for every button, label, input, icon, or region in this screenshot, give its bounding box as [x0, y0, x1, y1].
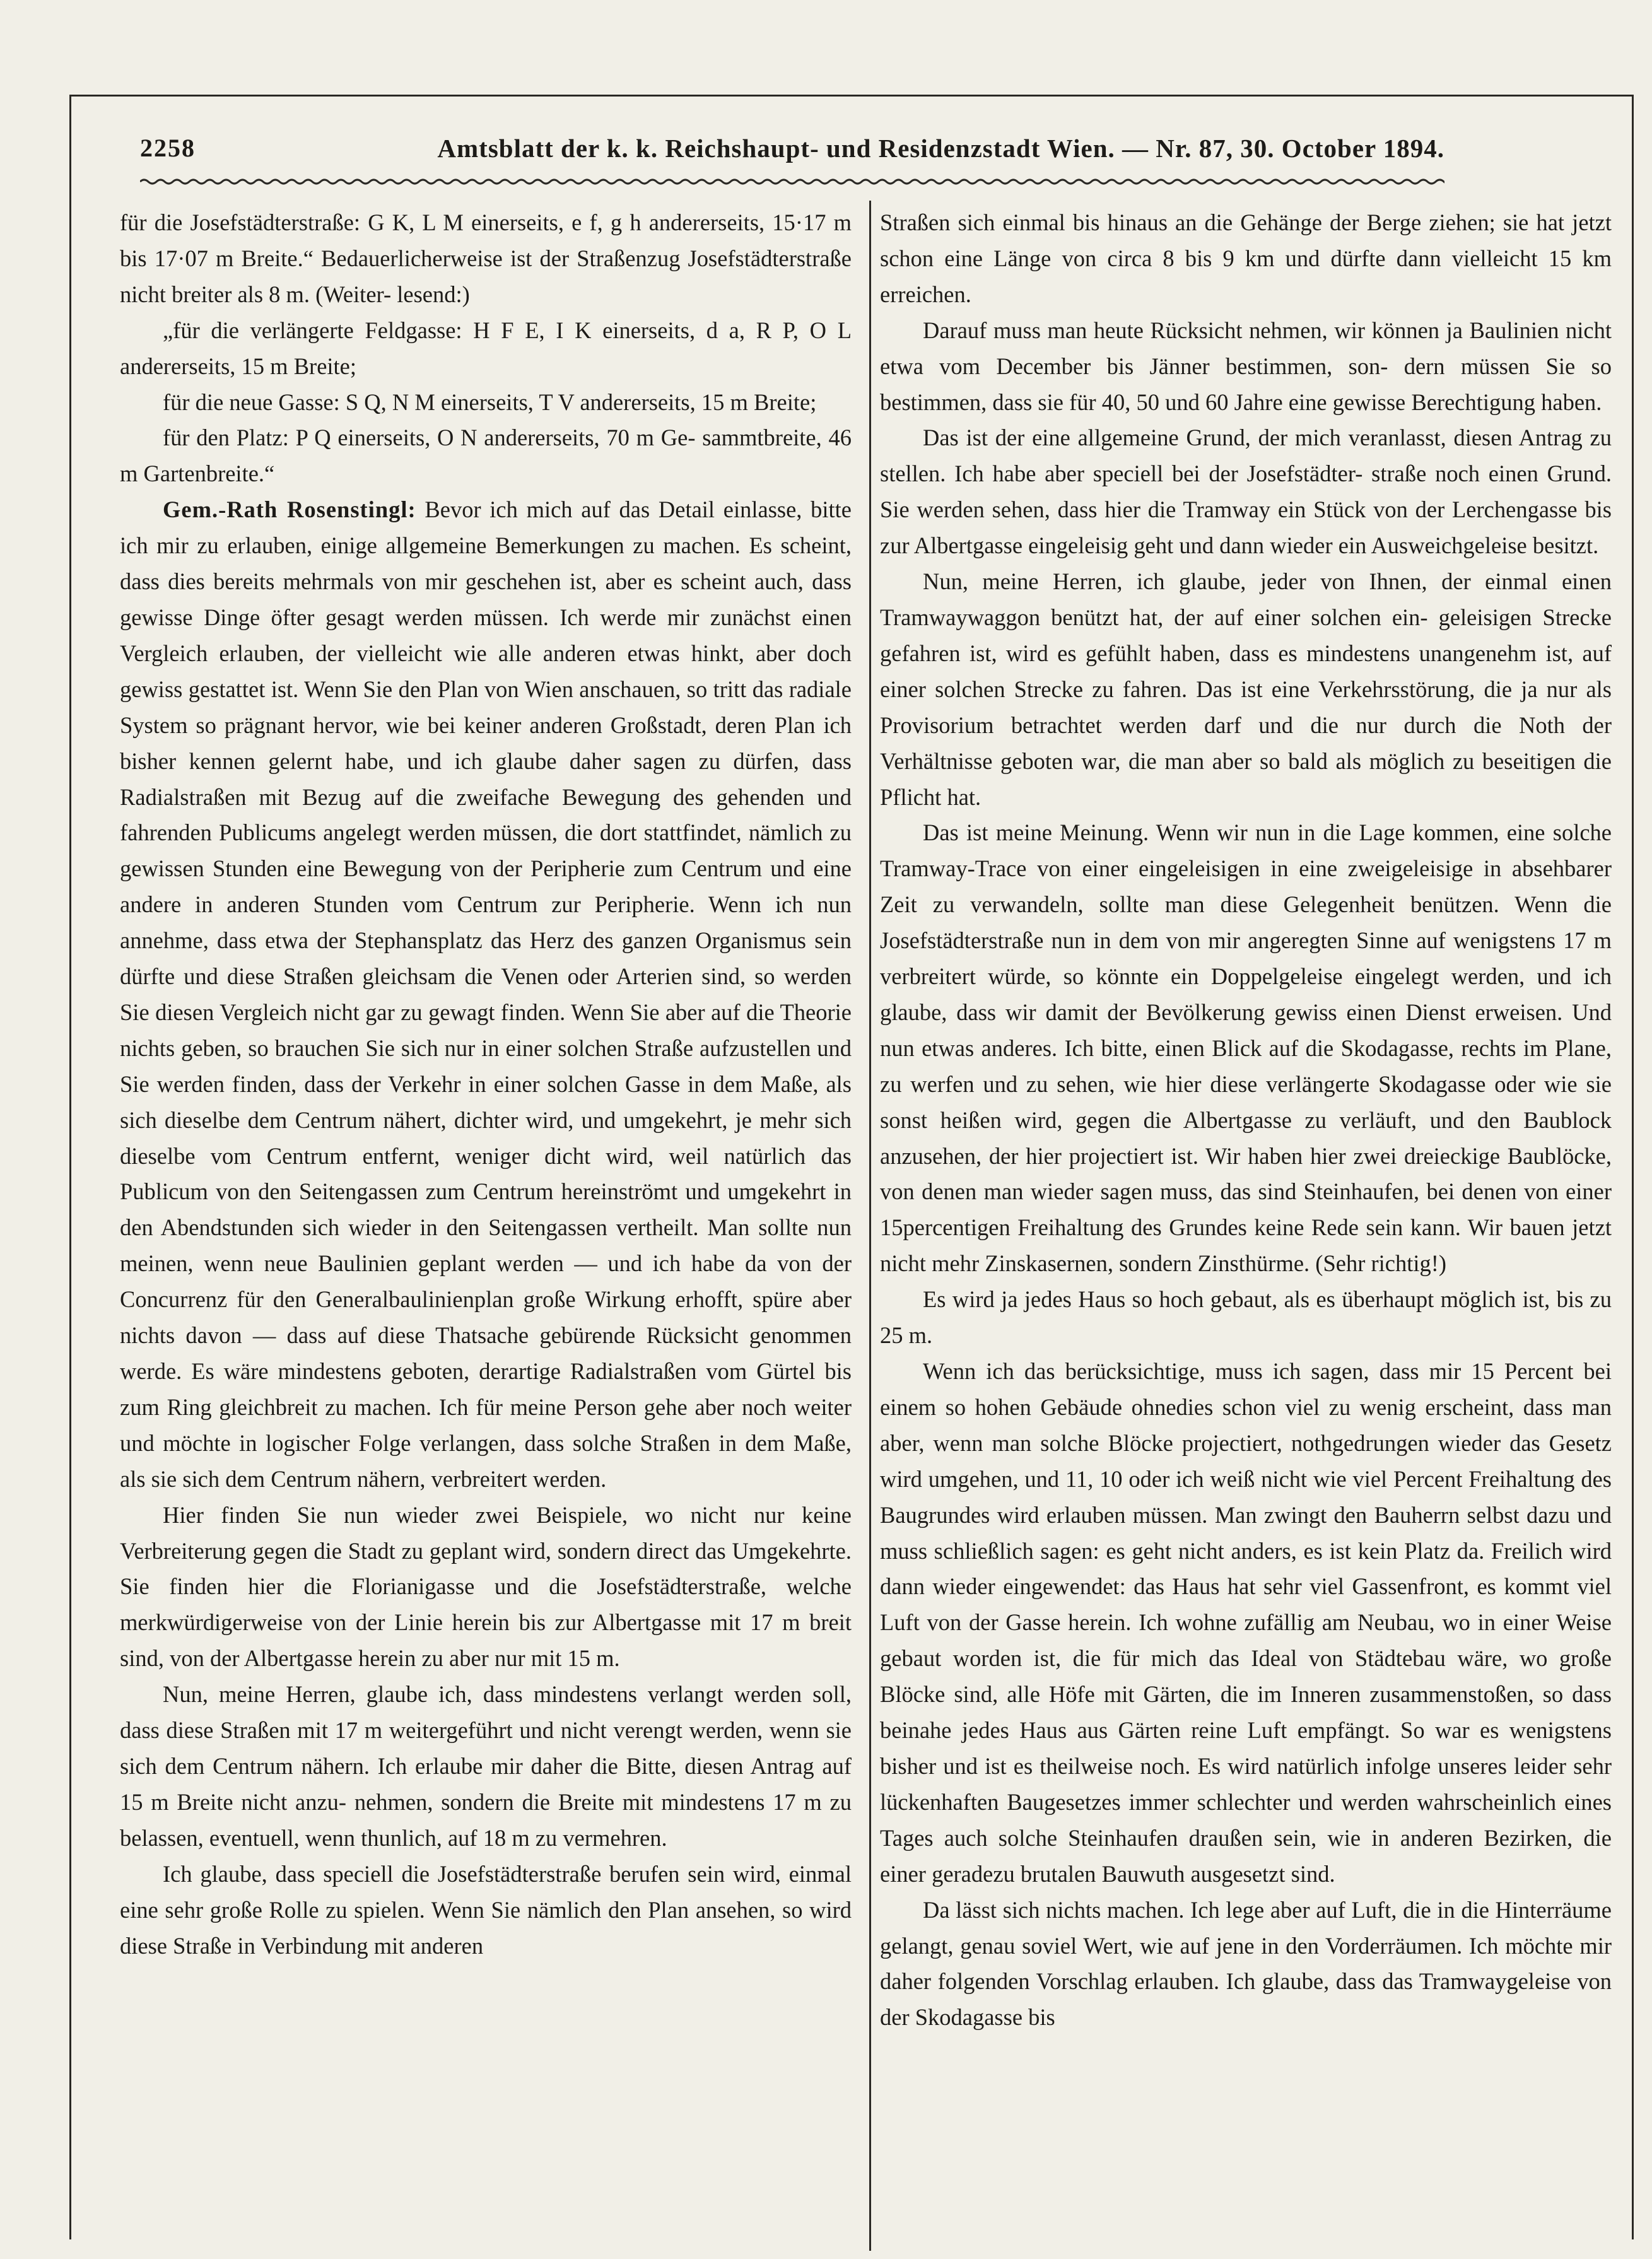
running-title: Amtsblatt der k. k. Reichshaupt- und Residenzstadt Wien. — Nr. 87, 30. October 1894. [437, 134, 1444, 163]
paragraph-platz-spec: für den Platz: P Q einerseits, O N andererseits, 70 m Ge- sammtbreite, 46 m Gartenbreite.“ [120, 425, 852, 487]
paragraph-luft: Da lässt sich nichts machen. Ich lege aber auf Luft, die in die Hinterräume gelangt, genau soviel Wert, wie auf jene in den Vorderräumen. Ich möchte mir daher folgenden Vorschlag erlauben. Ich glaube, dass das Tramwaygeleise von der Skodagasse bis [880, 1896, 1612, 2031]
speech-text: Bevor ich mich auf das Detail einlasse, bitte ich mir zu erlauben, einige allgemeine Bemerkungen zu machen. Es scheint, dass dies bereits mehrmals von mir geschehen ist, aber es scheint auch, dass gewisse Dinge öfter gesagt werden müssen. Ich werde mir zunächst einen Vergleich erlauben, der vielleicht wie alle anderen etwas hinkt, aber doch gewiss gestattet ist. Wenn Sie den Plan von Wien anschauen, so tritt das radiale System so prägnant hervor, wie bei keiner anderen Großstadt, deren Plan ich bisher kennen gelernt habe, und ich glaube daher sagen zu dürfen, dass Radialstraßen mit Bezug auf die zweifache Bewegung des gehenden und fahrenden Publicums angelegt werden müssen, die dort stattfindet, nämlich zu gewissen Stunden eine Bewegung von der Peripherie zum Centrum und eine andere in anderen Stunden vom Centrum zur Peripherie. Wenn ich nun annehme, dass etwa der Stephansplatz das Herz des ganzen Organismus sein dürfte und diese Straßen gleichsam die Venen oder Arterien sind, so werden Sie diesen Vergleich nicht gar zu gewagt finden. Wenn Sie aber auf die Theorie nichts geben, so brauchen Sie sich nur in einer solchen Straße aufzustellen und Sie werden finden, dass der Verkehr in einer solchen Gasse in dem Maße, als sich dieselbe dem Centrum nähert, dichter wird, und umgekehrt, je mehr sich dieselbe vom Centrum entfernt, weniger dicht wird, weil natürlich das Publicum von den Seitengassen zum Centrum hereinströmt und umgekehrt in den Abendstunden sich wieder in den Seitengassen vertheilt. Man sollte nun meinen, wenn neue Baulinien geplant werden — und ich habe da von der Concurrenz für den Generalbaulinienplan große Wirkung erhofft, spüre aber nichts davon — dass auf diese Thatsache gebürende Rücksicht genommen werde. Es wäre mindestens geboten, derartige Radialstraßen vom Gürtel bis zum Ring gleichbreit zu machen. Ich für meine Person gehe aber noch weiter und möchte in logischer Folge verlangen, dass solche Straßen in dem Maße, als sie sich dem Centrum nähern, verbreitert werden. [120, 496, 852, 1492]
paragraph-meinung: Das ist meine Meinung. Wenn wir nun in die Lage kommen, eine solche Tramway-Trace von einer eingeleisigen in eine zweigeleisige in absehbarer Zeit zu verwandeln, sollte man diese Gelegenheit benützen. Wenn die Josefstädterstraße nun in dem von mir angeregten Sinne auf wenigstens 17 m verbreitert würde, so könnte ein Doppelgeleise eingelegt werden, und ich glaube, dass wir damit der Bevölkerung gewiss einen Dienst erweisen. Und nun etwas anderes. Ich bitte, einen Blick auf die Skodagasse, rechts im Plane, zu werfen und zu sehen, wie hier diese verlängerte Skodagasse oder wie sie sonst heißen wird, gegen die Albertgasse zu verläuft, und den Baublock anzusehen, der hier projectiert ist. Wir haben hier zwei dreieckige Baublöcke, von denen man wieder sagen muss, das sind Steinhaufen, bei denen von einer 15percentigen Freihaltung des Grundes keine Rede sein kann. Wir bauen jetzt nicht mehr Zinskasernen, sondern Zinsthürme. (Sehr richtig!) [880, 819, 1612, 1277]
paragraph-josefstaedterstrasse-role: Ich glaube, dass speciell die Josefstädterstraße berufen sein wird, einmal eine sehr große Rolle zu spielen. Wenn Sie nämlich den Plan ansehen, so wird diese Straße in Verbindung mit anderen [120, 1860, 852, 1959]
paragraph-examples: Hier finden Sie nun wieder zwei Beispiele, wo nicht nur keine Verbreiterung gegen die Stadt zu geplant wird, sondern direct das Umgekehrte. Sie finden hier die Florianigasse und die Josefstädterstraße, welche merkwürdigerweise von der Linie herein bis zur Albertgasse mit 17 m breit sind, von der Albertgasse herein zu aber nur mit 15 m. [120, 1501, 852, 1672]
left-column [120, 205, 852, 2208]
decorative-wavy-rule [140, 173, 1444, 190]
page-header [140, 129, 1444, 167]
right-column [880, 205, 1612, 2208]
paragraph-allgemeiner-grund: Das ist der eine allgemeine Grund, der mich veranlasst, diesen Antrag zu stellen. Ich habe aber speciell bei der Josefstädter- straße noch einen Grund. Sie werden sehen, dass hier die Tramway ein Stück von der Lerchengasse bis zur Albertgasse eingeleisig geht und dann wieder ein Ausweichgeleise besitzt. [880, 425, 1612, 559]
paragraph-hoehe: Es wird ja jedes Haus so hoch gebaut, als es überhaupt möglich ist, bis zu 25 m. [880, 1286, 1612, 1349]
speaker-name: Gem.-Rath Rosenstingl: [163, 496, 416, 523]
paragraph-baulinien: Darauf muss man heute Rücksicht nehmen, wir können ja Baulinien nicht etwa vom December bis Jänner bestimmen, son- dern müssen Sie so bestimmen, dass sie für 40, 50 und 60 Jahre eine gewisse Berechtigung haben. [880, 317, 1612, 415]
paragraph-feldgasse-spec: „für die verlängerte Feldgasse: H F E, I K einerseits, d a, R P, O L andererseits, 15 m Breite; [120, 317, 852, 379]
paragraph-neue-gasse-spec: für die neue Gasse: S Q, N M einerseits, T V andererseits, 15 m Breite; [163, 389, 817, 415]
paragraph-rosenstingl-speech [120, 492, 852, 1497]
paragraph-percent: Wenn ich das berücksichtige, muss ich sagen, dass mir 15 Percent bei einem so hohen Gebäude ohnedies schon viel zu wenig erscheint, dass man aber, wenn man solche Blöcke projectiert, nothgedrungen wieder das Gesetz wird umgehen, und 11, 10 oder ich weiß nicht wie viel Percent Freihaltung des Baugrundes wird erlauben müssen. Man zwingt den Bauherrn selbst dazu und muss schließlich sagen: es geht nicht anders, es ist kein Platz da. Freilich wird dann wieder eingewendet: das Haus hat sehr viel Gassenfront, es kommt viel Luft von der Gasse herein. Ich wohne zufällig am Neubau, wo in einer Weise gebaut worden ist, die für mich das Ideal von Städtebau wäre, wo große Blöcke sind, alle Höfe mit Gärten, die im Inneren zusammenstoßen, so dass beinahe jedes Haus aus Gärten reine Luft empfängt. So war es wenigstens bisher und ist es theilweise noch. Es wird natürlich infolge unseres leider sehr lückenhaften Baugesetzes immer schlechter und werden wahrscheinlich eines Tages auch solche Steinhaufen draußen sein, wie in anderen Bezirken, die einer geradezu brutalen Bauwuth ausgesetzt sind. [880, 1358, 1612, 1887]
page-number: 2258 [140, 134, 196, 162]
paragraph-continuation: Straßen sich einmal bis hinaus an die Gehänge der Berge ziehen; sie hat jetzt schon eine Länge von circa 8 bis 9 km und dürfte dann vielleicht 15 km erreichen. [880, 209, 1612, 307]
paragraph-tramway: Nun, meine Herren, ich glaube, jeder von Ihnen, der einmal einen Tramwaywaggon benützt hat, der auf einer solchen ein- geleisigen Strecke gefahren ist, wird es gefühlt haben, dass es mindestens unangenehm ist, auf einer solchen Strecke zu fahren. Das ist eine Verkehrsstörung, die ja nur als Provisorium betrachtet werden darf und die nur durch die Noth der Verhältnisse geboten war, die man aber so bald als möglich zu beseitigen die Pflicht hat. [880, 568, 1612, 810]
paragraph-request: Nun, meine Herren, glaube ich, dass mindestens verlangt werden soll, dass diese Straßen mit 17 m weitergeführt und nicht verengt werden, wenn sie sich dem Centrum nähern. Ich erlaube mir daher die Bitte, diesen Antrag auf 15 m Breite nicht anzu- nehmen, sondern die Breite mit mindestens 17 m zu belassen, eventuell, wenn thunlich, auf 18 m zu vermehren. [120, 1681, 852, 1851]
column-divider [869, 201, 871, 2251]
paragraph-josefstaedterstrasse-spec: für die Josefstädterstraße: G K, L M einerseits, e f, g h andererseits, 15·17 m bis 17·07 m Breite.“ Bedauerlicherweise ist der Straßenzug Josefstädterstraße nicht breiter als 8 m. (Weiter- lesend:) [120, 209, 852, 307]
